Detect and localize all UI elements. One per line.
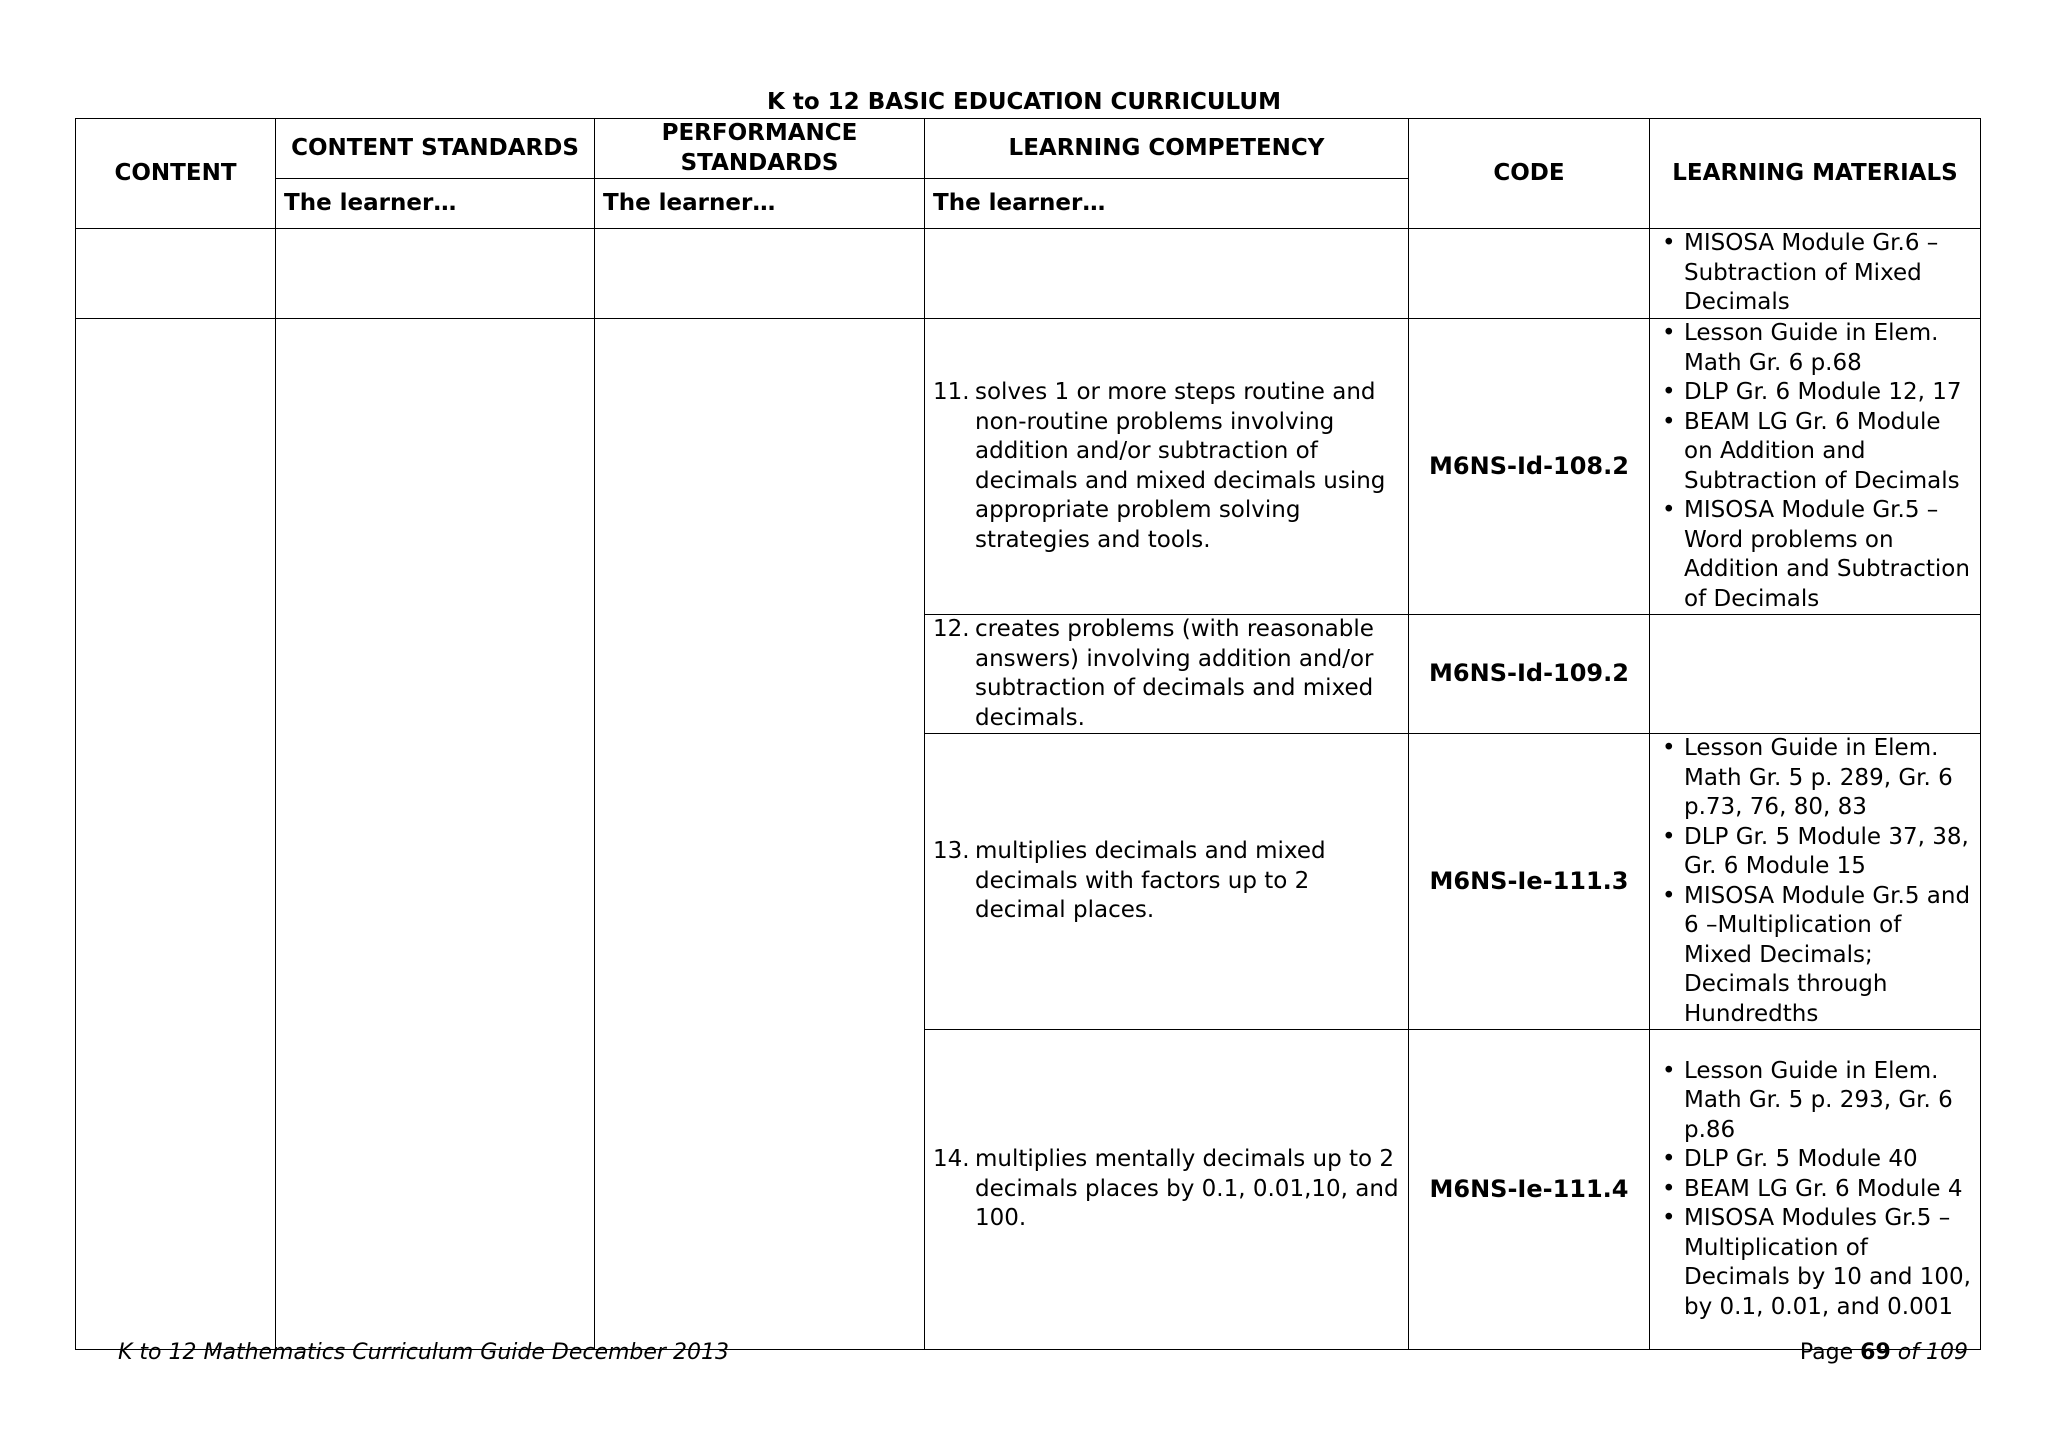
code-cell: M6NS-Ie-111.4 bbox=[1409, 1030, 1650, 1350]
competency-text: solves 1 or more steps routine and non-routine problems involving addition and/or subtraction of decimals and mixed decimals using appropriate problem solving strategies and tools. bbox=[975, 379, 1386, 553]
material-item: • MISOSA Module Gr.5 and 6 –Multiplication of Mixed Decimals; Decimals through Hundredths bbox=[1658, 882, 1972, 1030]
code-cell bbox=[1409, 229, 1650, 319]
competency-cell bbox=[925, 319, 1409, 615]
material-item: • BEAM LG Gr. 6 Module on Addition and Subtraction of Decimals bbox=[1658, 408, 1972, 497]
performance-standards-cell bbox=[595, 229, 925, 319]
header-learner-learning-competency: The learner… bbox=[925, 179, 1409, 229]
header-code: CODE bbox=[1409, 119, 1650, 229]
header-content-standards: CONTENT STANDARDS bbox=[276, 119, 595, 179]
table-row bbox=[76, 319, 1981, 615]
header-performance-standards: PERFORMANCE STANDARDS bbox=[595, 119, 925, 179]
materials-list bbox=[1658, 319, 1972, 614]
competency-text: creates problems (with reasonable answers) involving addition and/or subtraction of decimals and mixed decimals. bbox=[975, 616, 1374, 731]
page-current: 69 bbox=[1860, 1340, 1891, 1365]
materials-list bbox=[1658, 734, 1972, 1029]
competency-text: multiplies mentally decimals up to 2 decimals places by 0.1, 0.01,10, and 100. bbox=[975, 1146, 1399, 1232]
competency-cell bbox=[925, 1030, 1409, 1350]
performance-standards-cell bbox=[595, 319, 925, 1350]
competency-text: multiplies decimals and mixed decimals with factors up to 2 decimal places. bbox=[975, 838, 1326, 924]
material-item: • MISOSA Modules Gr.5 – Multiplication of Decimals by 10 and 100, by 0.1, 0.01, and 0.001 bbox=[1658, 1204, 1972, 1322]
competency-cell bbox=[925, 734, 1409, 1030]
material-item: • DLP Gr. 5 Module 37, 38, Gr. 6 Module 15 bbox=[1658, 823, 1972, 882]
materials-cell bbox=[1650, 734, 1981, 1030]
footer-page-number bbox=[1800, 1340, 1968, 1365]
materials-cell bbox=[1650, 615, 1981, 734]
page-title: K to 12 BASIC EDUCATION CURRICULUM bbox=[767, 89, 1281, 115]
curriculum-table bbox=[75, 118, 1981, 1350]
material-item: • DLP Gr. 6 Module 12, 17 bbox=[1658, 378, 1972, 408]
header-learning-materials: LEARNING MATERIALS bbox=[1650, 119, 1981, 229]
materials-list bbox=[1658, 1057, 1972, 1323]
material-item: • BEAM LG Gr. 6 Module 4 bbox=[1658, 1175, 1972, 1205]
materials-cell bbox=[1650, 319, 1981, 615]
footer-guide-title: K to 12 Mathematics Curriculum Guide December 2013 bbox=[118, 1340, 729, 1365]
material-item: • DLP Gr. 5 Module 40 bbox=[1658, 1145, 1972, 1175]
materials-cell bbox=[1650, 1030, 1981, 1350]
content-standards-cell bbox=[276, 319, 595, 1350]
material-item: • Lesson Guide in Elem. Math Gr. 6 p.68 bbox=[1658, 319, 1972, 378]
materials-list bbox=[1658, 229, 1972, 318]
code-cell: M6NS-Id-109.2 bbox=[1409, 615, 1650, 734]
competency-cell bbox=[925, 229, 1409, 319]
table-row bbox=[76, 229, 1981, 319]
page-total: of 109 bbox=[1897, 1340, 1968, 1365]
material-item: • MISOSA Module Gr.5 – Word problems on Addition and Subtraction of Decimals bbox=[1658, 496, 1972, 614]
header-content: CONTENT bbox=[76, 119, 276, 229]
competency-cell bbox=[925, 615, 1409, 734]
content-cell bbox=[76, 229, 276, 319]
competency-number: 14. bbox=[933, 1146, 970, 1173]
content-cell bbox=[76, 319, 276, 1350]
header-learner-content-standards: The learner… bbox=[276, 179, 595, 229]
header-learner-performance-standards: The learner… bbox=[595, 179, 925, 229]
code-cell: M6NS-Id-108.2 bbox=[1409, 319, 1650, 615]
competency-number: 13. bbox=[933, 838, 970, 865]
material-item: • Lesson Guide in Elem. Math Gr. 5 p. 289, Gr. 6 p.73, 76, 80, 83 bbox=[1658, 734, 1972, 823]
header-learning-competency: LEARNING COMPETENCY bbox=[925, 119, 1409, 179]
page-label: Page bbox=[1799, 1340, 1854, 1365]
competency-number: 11. bbox=[933, 379, 970, 405]
code-cell: M6NS-Ie-111.3 bbox=[1409, 734, 1650, 1030]
content-standards-cell bbox=[276, 229, 595, 319]
material-item: • MISOSA Module Gr.6 – Subtraction of Mixed Decimals bbox=[1658, 229, 1972, 318]
materials-cell bbox=[1650, 229, 1981, 319]
material-item: • Lesson Guide in Elem. Math Gr. 5 p. 293, Gr. 6 p.86 bbox=[1658, 1057, 1972, 1146]
competency-number: 12. bbox=[933, 616, 970, 642]
